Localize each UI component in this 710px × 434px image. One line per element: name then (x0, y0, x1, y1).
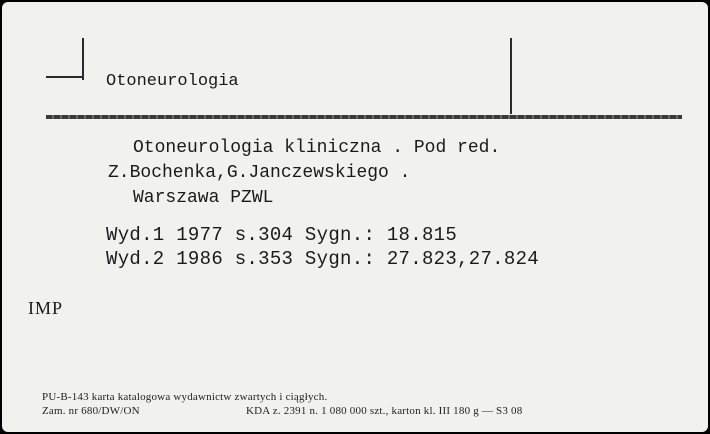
catalog-card (2, 2, 708, 432)
margin-guide-horizontal-left (46, 76, 84, 78)
imp-stamp: IMP (28, 298, 64, 318)
edition-line-2: Wyd.2 1986 s.353 Sygn.: 27.823,27.824 (106, 248, 539, 270)
heading-separator (46, 115, 682, 119)
edition-line-1: Wyd.1 1977 s.304 Sygn.: 18.815 (106, 224, 458, 246)
entry-title-line: Otoneurologia kliniczna . Pod red. (133, 138, 501, 158)
margin-guide-vertical-left (82, 38, 84, 80)
entry-publisher-line: Warszawa PZWL (133, 188, 274, 208)
footer-order-number: Zam. nr 680/DW/ON (42, 405, 140, 417)
entry-editors-line: Z.Bochenka,G.Janczewskiego . (108, 163, 411, 183)
footer-print-details: KDA z. 2391 n. 1 080 000 szt., karton kl. III 180 g — S3 08 (246, 405, 523, 417)
card-heading: Otoneurologia (106, 72, 239, 91)
margin-guide-vertical-right (510, 38, 512, 114)
footer-form-title: PU-B-143 karta katalogowa wydawnictw zwartych i ciągłych. (42, 391, 328, 403)
